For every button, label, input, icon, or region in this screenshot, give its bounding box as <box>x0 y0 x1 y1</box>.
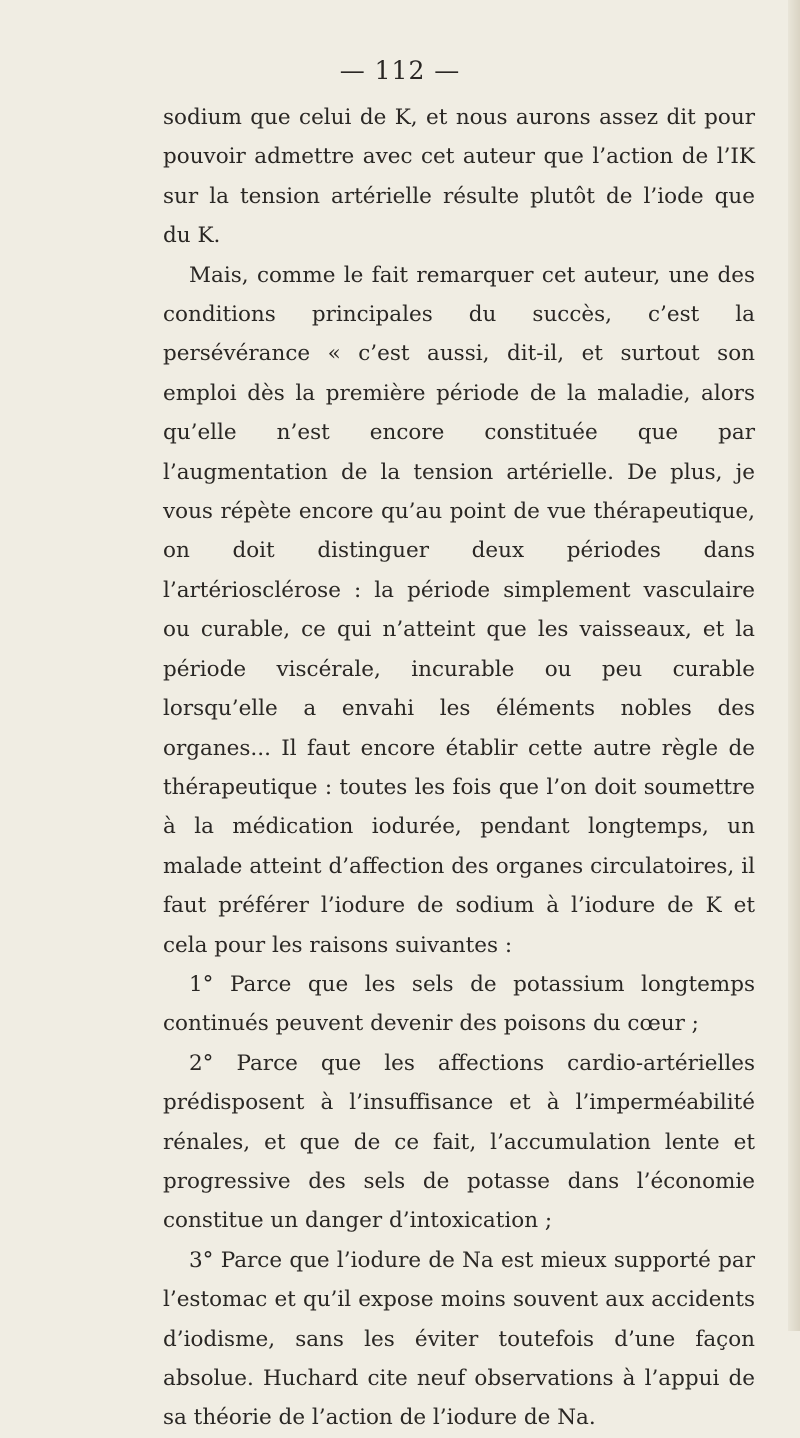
body-text <box>163 98 755 1438</box>
page-number: — 112 — <box>339 56 461 85</box>
paragraph-5: 3° Parce que l’iodure de Na est mieux supporté par l’estomac et qu’il expose moins souvent aux accidents d’iodisme, sans les éviter toutefois d’une façon absolue. Huchard cite neuf observations à l’appui de sa théorie de l’action de l’iodure de Na. <box>163 1247 755 1431</box>
paragraph-1: sodium que celui de K, et nous aurons assez dit pour pouvoir admettre avec cet auteur que l’action de l’IK sur la tension artérielle résulte plutôt de l’iode que du K. <box>163 105 755 249</box>
paragraph-4: 2° Parce que les affections cardio-artérielles prédisposent à l’insuffisance et à l’imperméabilité rénales, et que de ce fait, l’accumulation lente et progressive des sels de potasse dans l’économie constitue un danger d’intoxication ; <box>163 1050 755 1234</box>
paragraph-2: Mais, comme le fait remarquer cet auteur, une des conditions principales du succès, c’est la persévérance « c’est aussi, dit-il, et surtout son emploi dès la première période de la maladie, alors qu’elle n’est encore constituée que par l’augmentation de la tension artérielle. De plus, je vous répète encore qu’au point de vue thérapeutique, on doit distinguer deux périodes dans l’artériosclérose : la période simplement vasculaire ou curable, ce qui n’atteint que les vaisseaux, et la période viscérale, incurable ou peu curable lorsqu’elle a envahi les éléments nobles des organes... Il faut encore établir cette autre règle de thérapeutique : toutes les fois que l’on doit soumettre à la médication iodurée, pendant longtemps, un malade atteint d’affection des organes circulatoires, il faut préférer l’iodure de sodium à l’iodure de K et cela pour les raisons suivantes : <box>163 262 755 958</box>
paragraph-3: 1° Parce que les sels de potassium longtemps continués peuvent devenir des poisons du cœur ; <box>163 971 755 1037</box>
page-edge <box>788 0 800 1331</box>
